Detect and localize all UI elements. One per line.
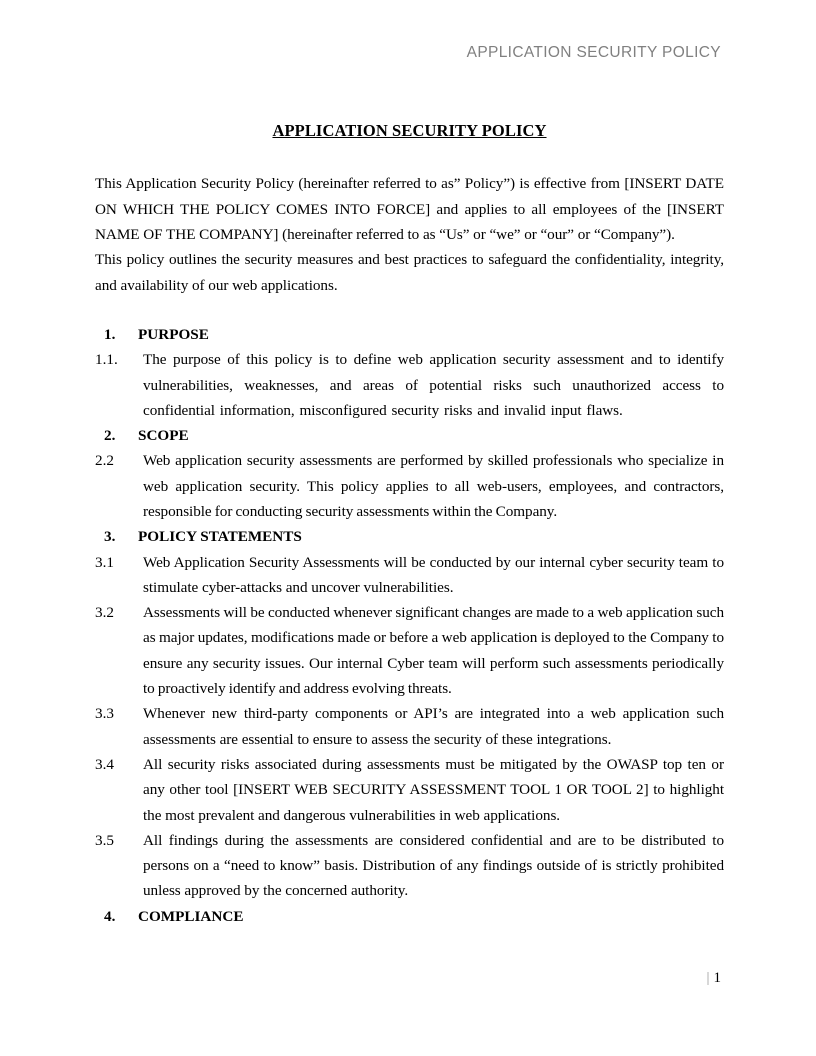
clause-number: 3.5 (95, 831, 114, 849)
section-label-policy-statements: POLICY STATEMENTS (138, 528, 302, 546)
section-heading-3 (95, 524, 724, 549)
intro-paragraph-1: This Application Security Policy (hereinafter referred to as” Policy”) is effective from [INSERT DATE ON WHICH THE POLICY COMES INTO FORCE] and applies to all employees of the [INSERT NAME OF THE COMPANY] (hereinafter referred to as “Us” or “we” or “our” or “Company”). (95, 175, 724, 244)
clause-text: All findings during the assessments are considered confidential and are to be distributed to persons on a “need to know” basis. Distribution of any findings outside of is strictly prohibited unless approved by the concerned authority. (143, 831, 724, 900)
clause-1-1 (95, 347, 724, 423)
section-number-2: 2. (104, 427, 116, 445)
clause-number: 3.2 (95, 604, 114, 622)
clause-text: The purpose of this policy is to define web application security assessment and to identify vulnerabilities, weaknesses, and areas of potential risks such unauthorized access to confidential information, misconfigured security risks and invalid input flaws. (143, 351, 724, 419)
clause-number: 1.1. (95, 351, 118, 369)
clause-3-4 (95, 752, 724, 828)
clause-3-5 (95, 828, 724, 904)
section-label-purpose: PURPOSE (138, 325, 209, 343)
clause-3-3 (95, 701, 724, 752)
clause-3-1 (95, 550, 724, 601)
section-heading-2 (95, 423, 724, 448)
clause-text: Web Application Security Assessments will be conducted by our internal cyber security team to stimulate cyber-attacks and uncover vulnerabilities. (143, 553, 724, 596)
document-body (95, 120, 724, 929)
clause-number: 3.1 (95, 553, 114, 571)
clause-2-2 (95, 448, 724, 524)
section-label-compliance: COMPLIANCE (138, 907, 244, 925)
section-heading-1 (95, 322, 724, 347)
running-header (96, 44, 721, 62)
section-number-4: 4. (104, 907, 116, 925)
page-footer (96, 970, 721, 987)
clause-text: Web application security assessments are performed by skilled professionals who specialize in web application security. This policy applies to all web-users, employees, and contractors, responsible for conducting security assessments within the Company. (143, 452, 724, 520)
clause-text: Whenever new third-party components or API’s are integrated into a web application such assessments are essential to ensure to assess the security of these integrations. (143, 705, 724, 748)
section-label-scope: SCOPE (138, 427, 189, 445)
footer-page-number: 1 (713, 970, 721, 986)
section-heading-4 (95, 904, 724, 929)
clause-3-2 (95, 600, 724, 701)
intro-paragraph-2: This policy outlines the security measures and best practices to safeguard the confidentiality, integrity, and availability of our web applications. (95, 251, 724, 294)
page-title: APPLICATION SECURITY POLICY (272, 121, 547, 140)
clause-number: 2.2 (95, 452, 114, 470)
section-number-3: 3. (104, 528, 116, 546)
section-number-1: 1. (104, 325, 116, 343)
clause-number: 3.3 (95, 705, 114, 723)
clause-text: All security risks associated during assessments must be mitigated by the OWASP top ten or any other tool [INSERT WEB SECURITY ASSESSMENT TOOL 1 OR TOOL 2] to highlight the most prevalent and dangerous vulnerabilities in web applications. (143, 755, 724, 824)
footer-separator: | (706, 970, 710, 986)
clause-text: Assessments will be conducted whenever significant changes are made to a web application such as major updates, modifications made or before a web application is deployed to the Company to ensure any security issues. Our internal Cyber team will perform such assessments periodically to proactively identify and address evolving threats. (143, 604, 724, 698)
section-spacer (95, 298, 724, 322)
running-header-text: APPLICATION SECURITY POLICY (466, 44, 721, 61)
clause-number: 3.4 (95, 755, 114, 773)
